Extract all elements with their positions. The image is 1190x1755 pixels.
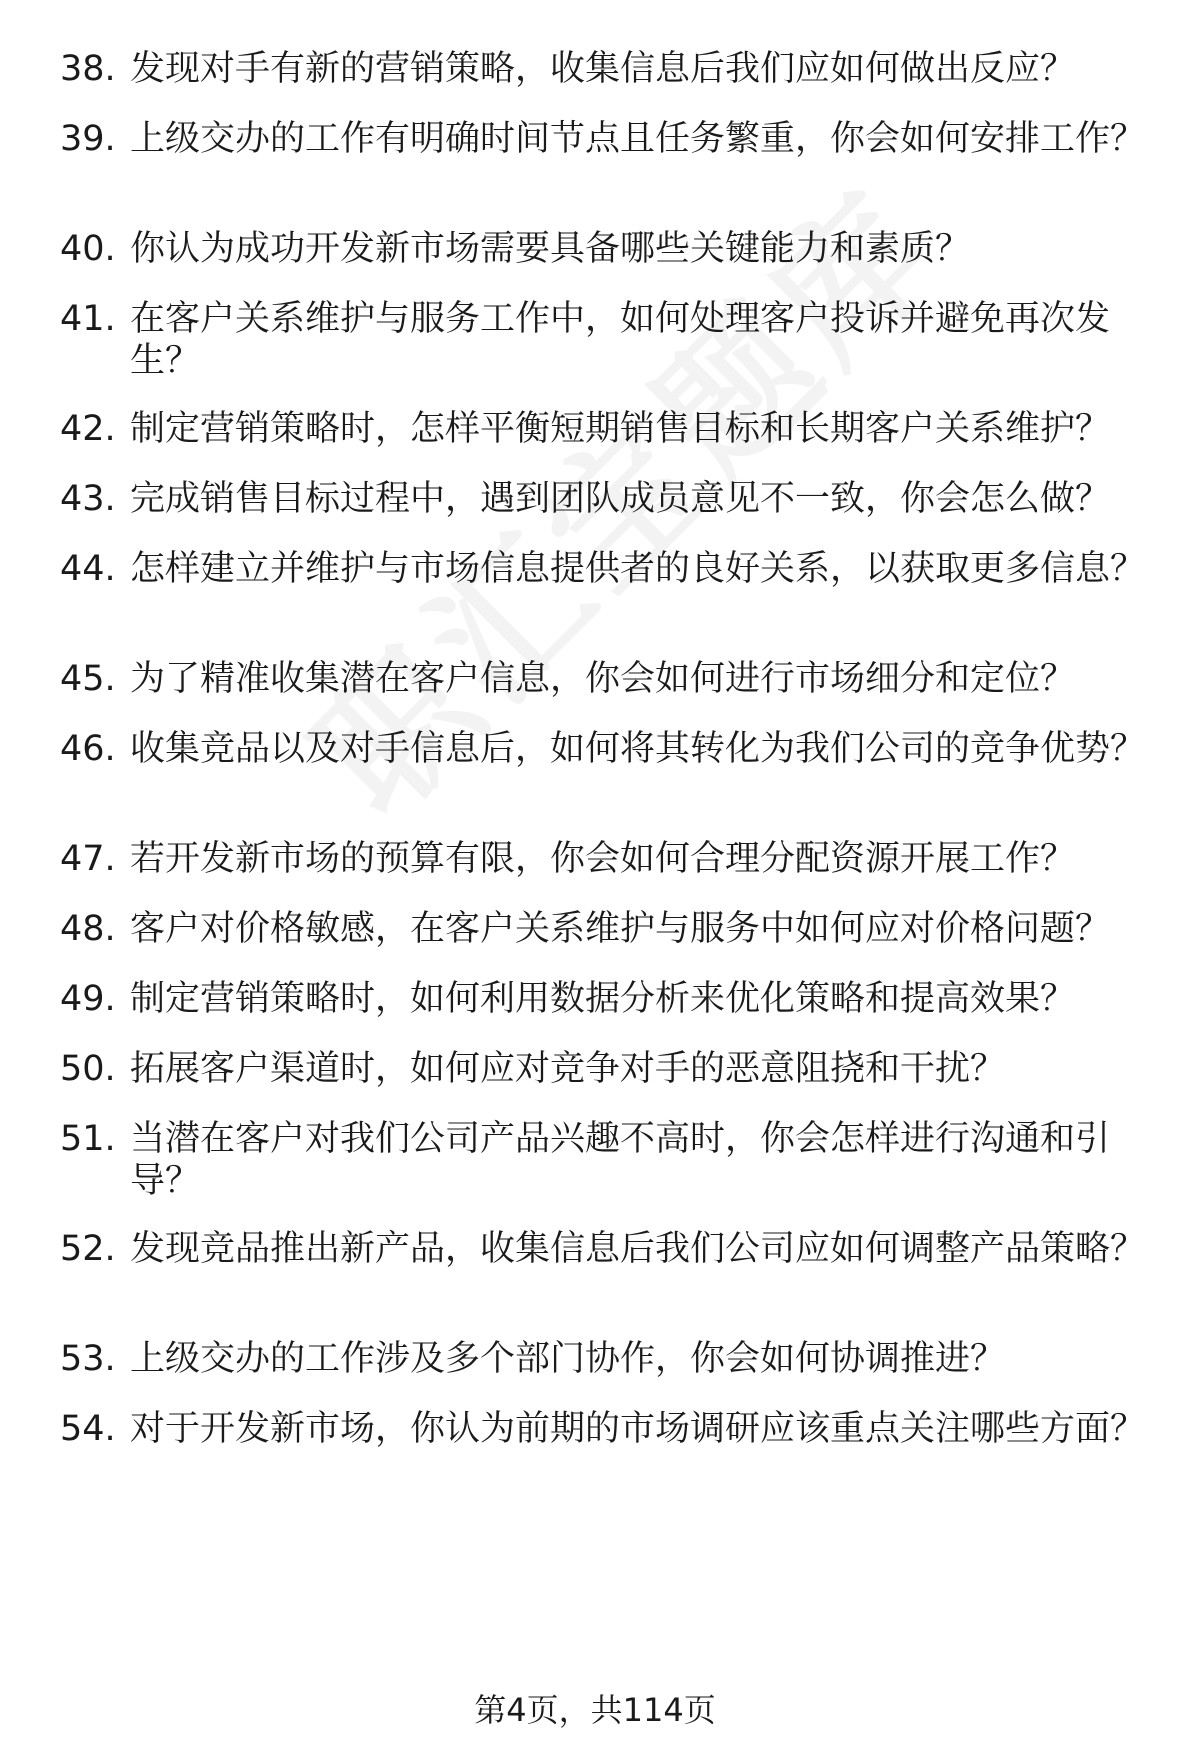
question-item: [60, 408, 1170, 450]
question-item: [60, 478, 1170, 520]
question-number: 53.: [60, 1339, 116, 1379]
question-text: 当潜在客户对我们公司产品兴趣不高时，你会怎样进行沟通和引导？: [130, 1119, 1111, 1201]
question-number: 38.: [60, 49, 116, 89]
question-item: [60, 228, 1170, 270]
question-number: 54.: [60, 1409, 116, 1449]
question-item: [60, 1228, 1170, 1270]
question-number: 50.: [60, 1049, 116, 1089]
question-item: [60, 838, 1170, 880]
question-text: 怎样建立并维护与市场信息提供者的良好关系，以获取更多信息？: [130, 549, 1146, 589]
question-item: [60, 908, 1170, 950]
question-number: 47.: [60, 839, 116, 879]
question-number: 44.: [60, 549, 116, 589]
question-text: 为了精准收集潜在客户信息，你会如何进行市场细分和定位？: [130, 659, 1076, 699]
question-number: 48.: [60, 909, 116, 949]
question-text: 发现对手有新的营销策略，收集信息后我们应如何做出反应？: [130, 49, 1076, 89]
question-number: 52.: [60, 1229, 116, 1269]
question-item: [60, 1408, 1170, 1450]
question-item: [60, 978, 1170, 1020]
question-item: [60, 298, 1170, 382]
question-number: 51.: [60, 1119, 116, 1159]
question-text: 制定营销策略时，怎样平衡短期销售目标和长期客户关系维护？: [130, 409, 1111, 449]
question-text: 在客户关系维护与服务工作中，如何处理客户投诉并避免再次发生？: [130, 299, 1111, 381]
question-item: [60, 48, 1170, 90]
question-item: [60, 1048, 1170, 1090]
question-text: 你认为成功开发新市场需要具备哪些关键能力和素质？: [130, 229, 971, 269]
question-text: 发现竞品推出新产品，收集信息后我们公司应如何调整产品策略？: [130, 1229, 1146, 1269]
question-text: 上级交办的工作有明确时间节点且任务繁重，你会如何安排工作？: [130, 119, 1146, 159]
question-text: 完成销售目标过程中，遇到团队成员意见不一致，你会怎么做？: [130, 479, 1111, 519]
question-item: [60, 658, 1170, 700]
question-text: 客户对价格敏感，在客户关系维护与服务中如何应对价格问题？: [130, 909, 1111, 949]
question-text: 上级交办的工作涉及多个部门协作，你会如何协调推进？: [130, 1339, 1006, 1379]
page-footer: 第4页，共114页: [474, 1691, 716, 1729]
question-item: [60, 1338, 1170, 1380]
question-number: 43.: [60, 479, 116, 519]
question-text: 制定营销策略时，如何利用数据分析来优化策略和提高效果？: [130, 979, 1076, 1019]
question-text: 若开发新市场的预算有限，你会如何合理分配资源开展工作？: [130, 839, 1076, 879]
question-item: [60, 1118, 1170, 1202]
question-item: [60, 118, 1170, 160]
question-number: 46.: [60, 729, 116, 769]
question-text: 拓展客户渠道时，如何应对竞争对手的恶意阻挠和干扰？: [130, 1049, 1006, 1089]
question-item: [60, 728, 1170, 770]
question-number: 45.: [60, 659, 116, 699]
question-number: 41.: [60, 299, 116, 339]
question-number: 42.: [60, 409, 116, 449]
question-text: 对于开发新市场，你认为前期的市场调研应该重点关注哪些方面？: [130, 1409, 1146, 1449]
question-item: [60, 548, 1170, 590]
question-text: 收集竞品以及对手信息后，如何将其转化为我们公司的竞争优势？: [130, 729, 1146, 769]
question-number: 40.: [60, 229, 116, 269]
question-number: 39.: [60, 119, 116, 159]
question-number: 49.: [60, 979, 116, 1019]
